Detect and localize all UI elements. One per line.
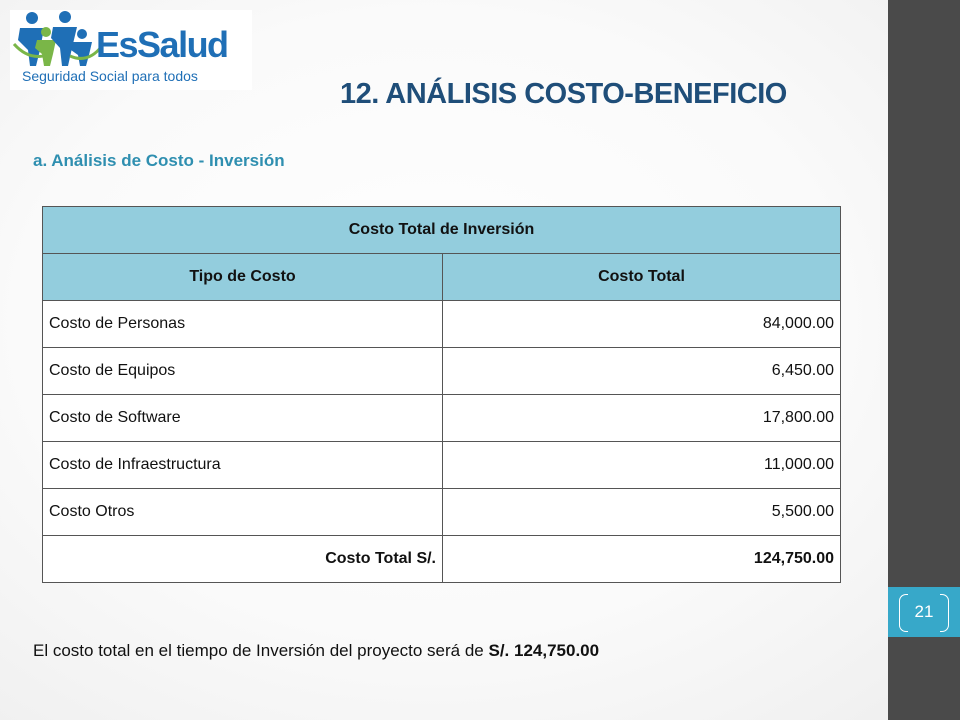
row-label: Costo de Infraestructura xyxy=(43,442,443,489)
family-figures-icon xyxy=(10,10,106,70)
row-value: 11,000.00 xyxy=(443,442,841,489)
essalud-logo xyxy=(10,10,252,90)
total-row xyxy=(43,536,841,583)
row-label: Costo de Personas xyxy=(43,301,443,348)
row-value: 6,450.00 xyxy=(443,348,841,395)
summary-sentence: El costo total en el tiempo de Inversión del proyecto será de xyxy=(33,641,489,660)
table-row xyxy=(43,348,841,395)
logo-name: EsSalud xyxy=(96,24,228,65)
row-value: 5,500.00 xyxy=(443,489,841,536)
row-value: 17,800.00 xyxy=(443,395,841,442)
table-row xyxy=(43,442,841,489)
total-label: Costo Total S/. xyxy=(43,536,443,583)
row-label: Costo de Software xyxy=(43,395,443,442)
total-value: 124,750.00 xyxy=(443,536,841,583)
row-label: Costo de Equipos xyxy=(43,348,443,395)
table-row xyxy=(43,301,841,348)
summary-text xyxy=(33,641,599,661)
section-heading: a. Análisis de Costo - Inversión xyxy=(33,151,285,170)
summary-amount: S/. 124,750.00 xyxy=(488,641,600,660)
slide-title: 12. ANÁLISIS COSTO-BENEFICIO xyxy=(340,78,787,110)
column-header-total: Costo Total xyxy=(443,254,841,301)
table-row xyxy=(43,489,841,536)
page-number-badge xyxy=(888,587,960,637)
column-header-type: Tipo de Costo xyxy=(43,254,443,301)
page-number: 21 xyxy=(914,602,934,621)
logo-tagline: Seguridad Social para todos xyxy=(22,68,198,84)
cost-table xyxy=(42,206,841,583)
table-caption: Costo Total de Inversión xyxy=(43,207,841,254)
table-row xyxy=(43,395,841,442)
row-label: Costo Otros xyxy=(43,489,443,536)
row-value: 84,000.00 xyxy=(443,301,841,348)
